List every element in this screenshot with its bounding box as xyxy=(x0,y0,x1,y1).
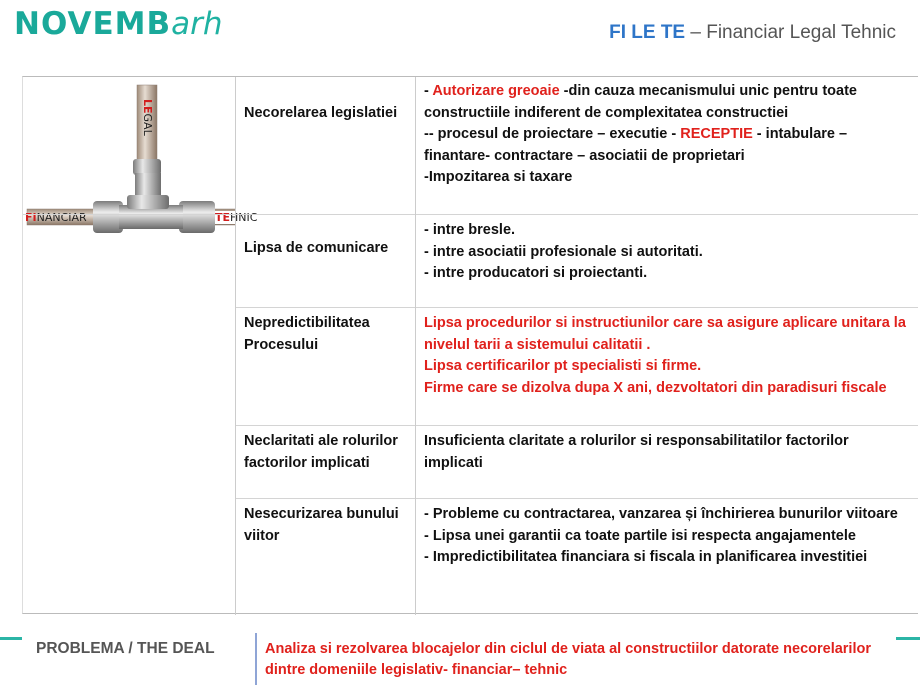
pipe-label-tehnic-rest: HNIC xyxy=(230,211,258,224)
description-line xyxy=(424,242,910,264)
pipe-label-legal-highlight: LE xyxy=(141,99,154,114)
row-description xyxy=(415,498,918,615)
row-title: Neclaritati ale rolurilor factorilor implicati xyxy=(235,425,415,498)
description-line xyxy=(424,220,910,242)
description-line xyxy=(424,263,910,285)
description-line xyxy=(424,504,910,526)
body-text: - xyxy=(424,83,433,99)
tagline-brand: FI LE TE xyxy=(609,22,686,43)
description-line xyxy=(424,356,910,378)
body-text: - Probleme cu contractarea, vanzarea și închirierea bunurilor viitoare xyxy=(424,506,898,522)
body-text: - intre producatori si proiectanti. xyxy=(424,265,648,281)
row-description xyxy=(415,307,918,425)
problems-table xyxy=(22,76,918,614)
body-text: -- procesul de proiectare – executie - xyxy=(424,126,681,142)
description-line xyxy=(424,526,910,548)
description-line xyxy=(424,547,910,569)
table-row xyxy=(23,77,918,215)
logo-script: arh xyxy=(171,6,223,42)
footer-label: PROBLEMA / THE DEAL xyxy=(36,640,215,657)
pipe-label-legal-rest: GAL xyxy=(141,113,154,136)
row-title: Nepredictibilitatea Procesului xyxy=(235,307,415,425)
tagline xyxy=(609,22,896,44)
body-text: -din cauza mecanismului unic pentru toate constructiile indiferent de complexitatea constructiei xyxy=(424,83,857,121)
highlight-text: Lipsa procedurilor si instructiunilor care sa asigure aplicare unitara la nivelul tarii a sistemului calitatii . xyxy=(424,315,906,353)
row-title: Nesecurizarea bunului viitor xyxy=(235,498,415,615)
footer-summary: Analiza si rezolvarea blocajelor din ciclul de viata al constructiilor datorate necorelarilor dintre domeniile legislativ- financiar– tehnic xyxy=(255,633,895,685)
description-line xyxy=(424,431,910,474)
highlight-text: Lipsa certificarilor pt specialisti si firme. xyxy=(424,358,702,374)
row-description xyxy=(415,214,918,307)
description-line xyxy=(424,313,910,356)
highlight-text: RECEPTIE xyxy=(680,126,753,142)
row-title: Necorelarea legislatiei xyxy=(235,77,415,214)
body-text: - intre asociatii profesionale si autoritati. xyxy=(424,243,703,260)
description-line xyxy=(424,124,910,167)
body-text: - Lipsa unei garantii ca toate partile isi respecta angajamentele xyxy=(424,527,856,544)
body-text: - intre bresle. xyxy=(424,222,516,238)
footer-accent-right xyxy=(896,637,920,640)
table-row xyxy=(235,214,918,308)
row-title: Lipsa de comunicare xyxy=(235,214,415,307)
description-line xyxy=(424,167,910,189)
body-text: -Impozitarea si taxare xyxy=(424,169,573,185)
highlight-text: Firme care se dizolva dupa X ani, dezvoltatori din paradisuri fiscale xyxy=(424,379,887,396)
footer-accent-left xyxy=(0,637,22,640)
highlight-text: Autorizare greoaie xyxy=(432,83,560,99)
description-line xyxy=(424,81,910,124)
table-row xyxy=(235,498,918,615)
row-description xyxy=(415,425,918,498)
body-text: - Impredictibilitatea financiara si fiscala in planificarea investitiei xyxy=(424,549,868,565)
logo xyxy=(14,6,223,42)
tagline-text: – Financiar Legal Tehnic xyxy=(685,22,896,43)
logo-main: NOVEMB xyxy=(14,6,172,42)
pipe-label-tehnic-highlight: TE xyxy=(215,211,231,224)
pipe-label-financiar-rest: NANCIAR xyxy=(36,211,87,224)
description-line xyxy=(424,378,910,400)
body-text: - intabulare – finantare- contractare – asociatii de proprietari xyxy=(424,126,848,164)
row-description xyxy=(415,77,918,214)
table-row xyxy=(235,425,918,499)
table-row xyxy=(235,307,918,426)
pipe-label-financiar-highlight: FI xyxy=(25,211,37,224)
body-text: Insuficienta claritate a rolurilor si responsabilitatilor factorilor implicati xyxy=(424,433,849,471)
